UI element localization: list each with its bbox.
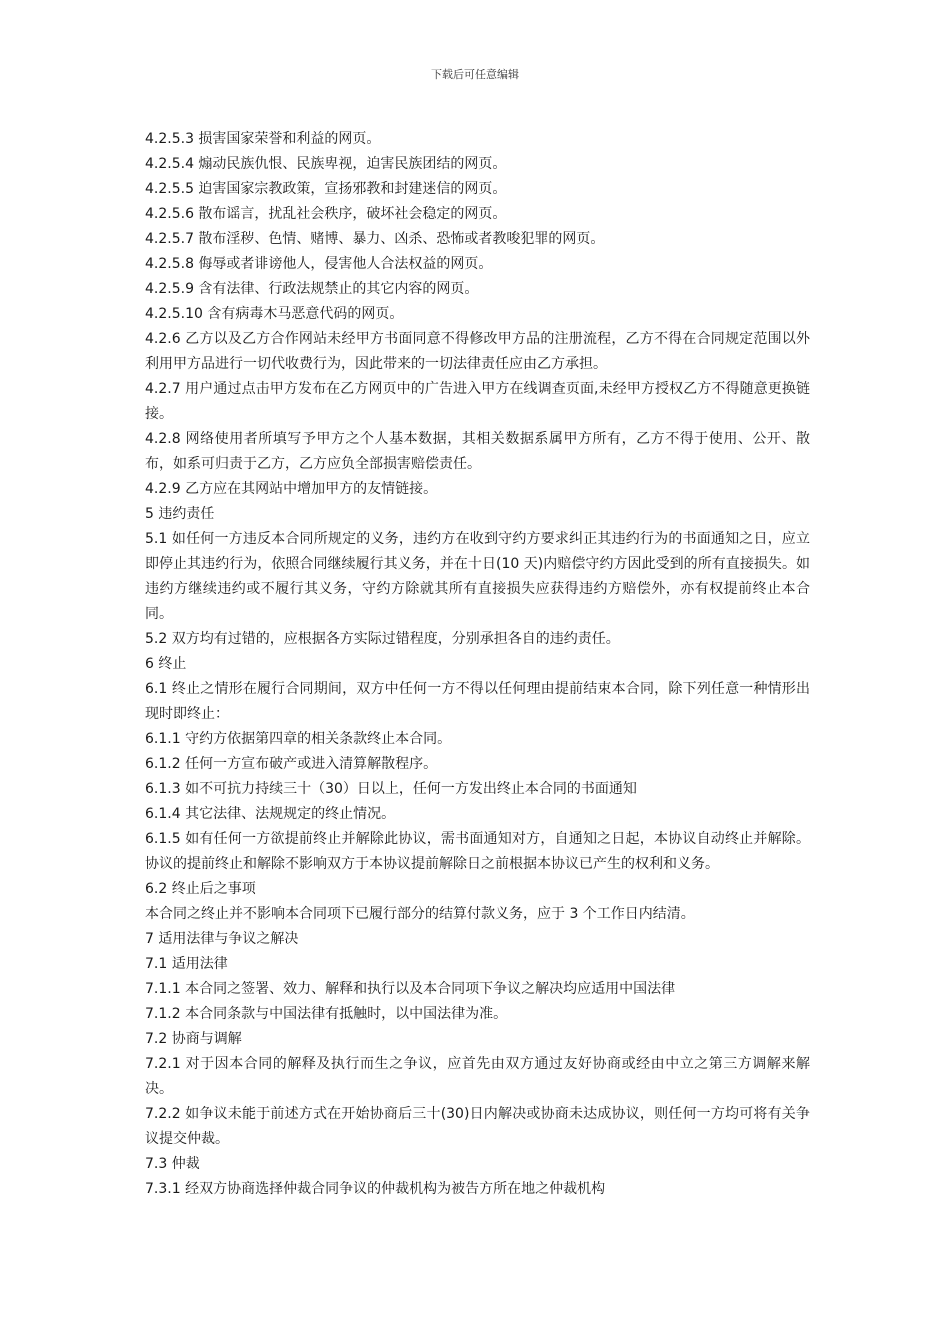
document-paragraph: 5.2 双方均有过错的，应根据各方实际过错程度，分别承担各自的违约责任。 <box>145 631 620 647</box>
document-paragraph: 4.2.8 网络使用者所填写予甲方之个人基本数据，其相关数据系属甲方所有，乙方不得于使用、公开、散布，如系可归责于乙方，乙方应负全部损害赔偿责任。 <box>145 431 810 472</box>
document-paragraph: 7.1.2 本合同条款与中国法律有抵触时，以中国法律为准。 <box>145 1006 508 1022</box>
document-paragraph: 6.2 终止后之事项 <box>145 881 256 897</box>
document-paragraph: 4.2.5.7 散布淫秽、色情、赌博、暴力、凶杀、恐怖或者教唆犯罪的网页。 <box>145 231 605 247</box>
document-paragraph: 4.2.5.5 迫害国家宗教政策，宣扬邪教和封建迷信的网页。 <box>145 181 507 197</box>
document-paragraph: 7.2.1 对于因本合同的解释及执行而生之争议，应首先由双方通过友好协商或经由中立之第三方调解来解决。 <box>145 1056 810 1097</box>
document-paragraph: 4.2.7 用户通过点击甲方发布在乙方网页中的广告进入甲方在线调查页面,未经甲方授权乙方不得随意更换链接。 <box>145 381 810 422</box>
document-paragraph: 4.2.5.3 损害国家荣誉和利益的网页。 <box>145 131 381 147</box>
document-paragraph: 7.1 适用法律 <box>145 956 228 972</box>
document-paragraph: 6 终止 <box>145 656 187 672</box>
document-paragraph: 4.2.5.8 侮辱或者诽谤他人，侵害他人合法权益的网页。 <box>145 256 493 272</box>
document-paragraph: 6.1 终止之情形在履行合同期间，双方中任何一方不得以任何理由提前结束本合同，除下列任意一种情形出现时即终止： <box>145 681 810 722</box>
document-paragraph: 7.2 协商与调解 <box>145 1031 242 1047</box>
document-paragraph: 5.1 如任何一方违反本合同所规定的义务，违约方在收到守约方要求纠正其违约行为的书面通知之日，应立即停止其违约行为，依照合同继续履行其义务，并在十日(10 天)内赔偿守约方因此受到的所有直接损失。如违约方继续违约或不履行其义务，守约方除就其所有直接损失应获得违约方赔偿外，亦有权提前终止本合同。 <box>145 531 810 622</box>
document-paragraph: 7.1.1 本合同之签署、效力、解释和执行以及本合同项下争议之解决均应适用中国法律 <box>145 981 676 997</box>
document-paragraph: 6.1.5 如有任何一方欲提前终止并解除此协议，需书面通知对方，自通知之日起，本协议自动终止并解除。协议的提前终止和解除不影响双方于本协议提前解除日之前根据本协议已产生的权利和义务。 <box>145 831 810 872</box>
document-paragraph: 6.1.3 如不可抗力持续三十（30）日以上，任何一方发出终止本合同的书面通知 <box>145 781 637 797</box>
document-paragraph: 4.2.5.6 散布谣言，扰乱社会秩序，破坏社会稳定的网页。 <box>145 206 507 222</box>
document-paragraph: 6.1.1 守约方依据第四章的相关条款终止本合同。 <box>145 731 452 747</box>
document-paragraph: 7.3.1 经双方协商选择仲裁合同争议的仲裁机构为被告方所在地之仲裁机构 <box>145 1181 606 1197</box>
document-body <box>145 127 810 1202</box>
document-paragraph: 7 适用法律与争议之解决 <box>145 931 299 947</box>
document-paragraph: 4.2.5.9 含有法律、行政法规禁止的其它内容的网页。 <box>145 281 479 297</box>
page-header: 下载后可任意编辑 <box>431 68 519 81</box>
document-paragraph: 4.2.9 乙方应在其网站中增加甲方的友情链接。 <box>145 481 438 497</box>
document-paragraph: 4.2.5.10 含有病毒木马恶意代码的网页。 <box>145 306 404 322</box>
document-paragraph: 4.2.6 乙方以及乙方合作网站未经甲方书面同意不得修改甲方品的注册流程，乙方不得在合同规定范围以外利用甲方品进行一切代收费行为，因此带来的一切法律责任应由乙方承担。 <box>145 331 810 372</box>
document-paragraph: 5 违约责任 <box>145 506 215 522</box>
document-paragraph: 7.3 仲裁 <box>145 1156 200 1172</box>
document-paragraph: 6.1.4 其它法律、法规规定的终止情况。 <box>145 806 396 822</box>
document-paragraph: 7.2.2 如争议未能于前述方式在开始协商后三十(30)日内解决或协商未达成协议，则任何一方均可将有关争议提交仲裁。 <box>145 1106 810 1147</box>
document-paragraph: 6.1.2 任何一方宣布破产或进入清算解散程序。 <box>145 756 438 772</box>
document-paragraph: 4.2.5.4 煽动民族仇恨、民族卑视，迫害民族团结的网页。 <box>145 156 507 172</box>
document-paragraph: 本合同之终止并不影响本合同项下已履行部分的结算付款义务，应于 3 个工作日内结清。 <box>145 906 695 922</box>
